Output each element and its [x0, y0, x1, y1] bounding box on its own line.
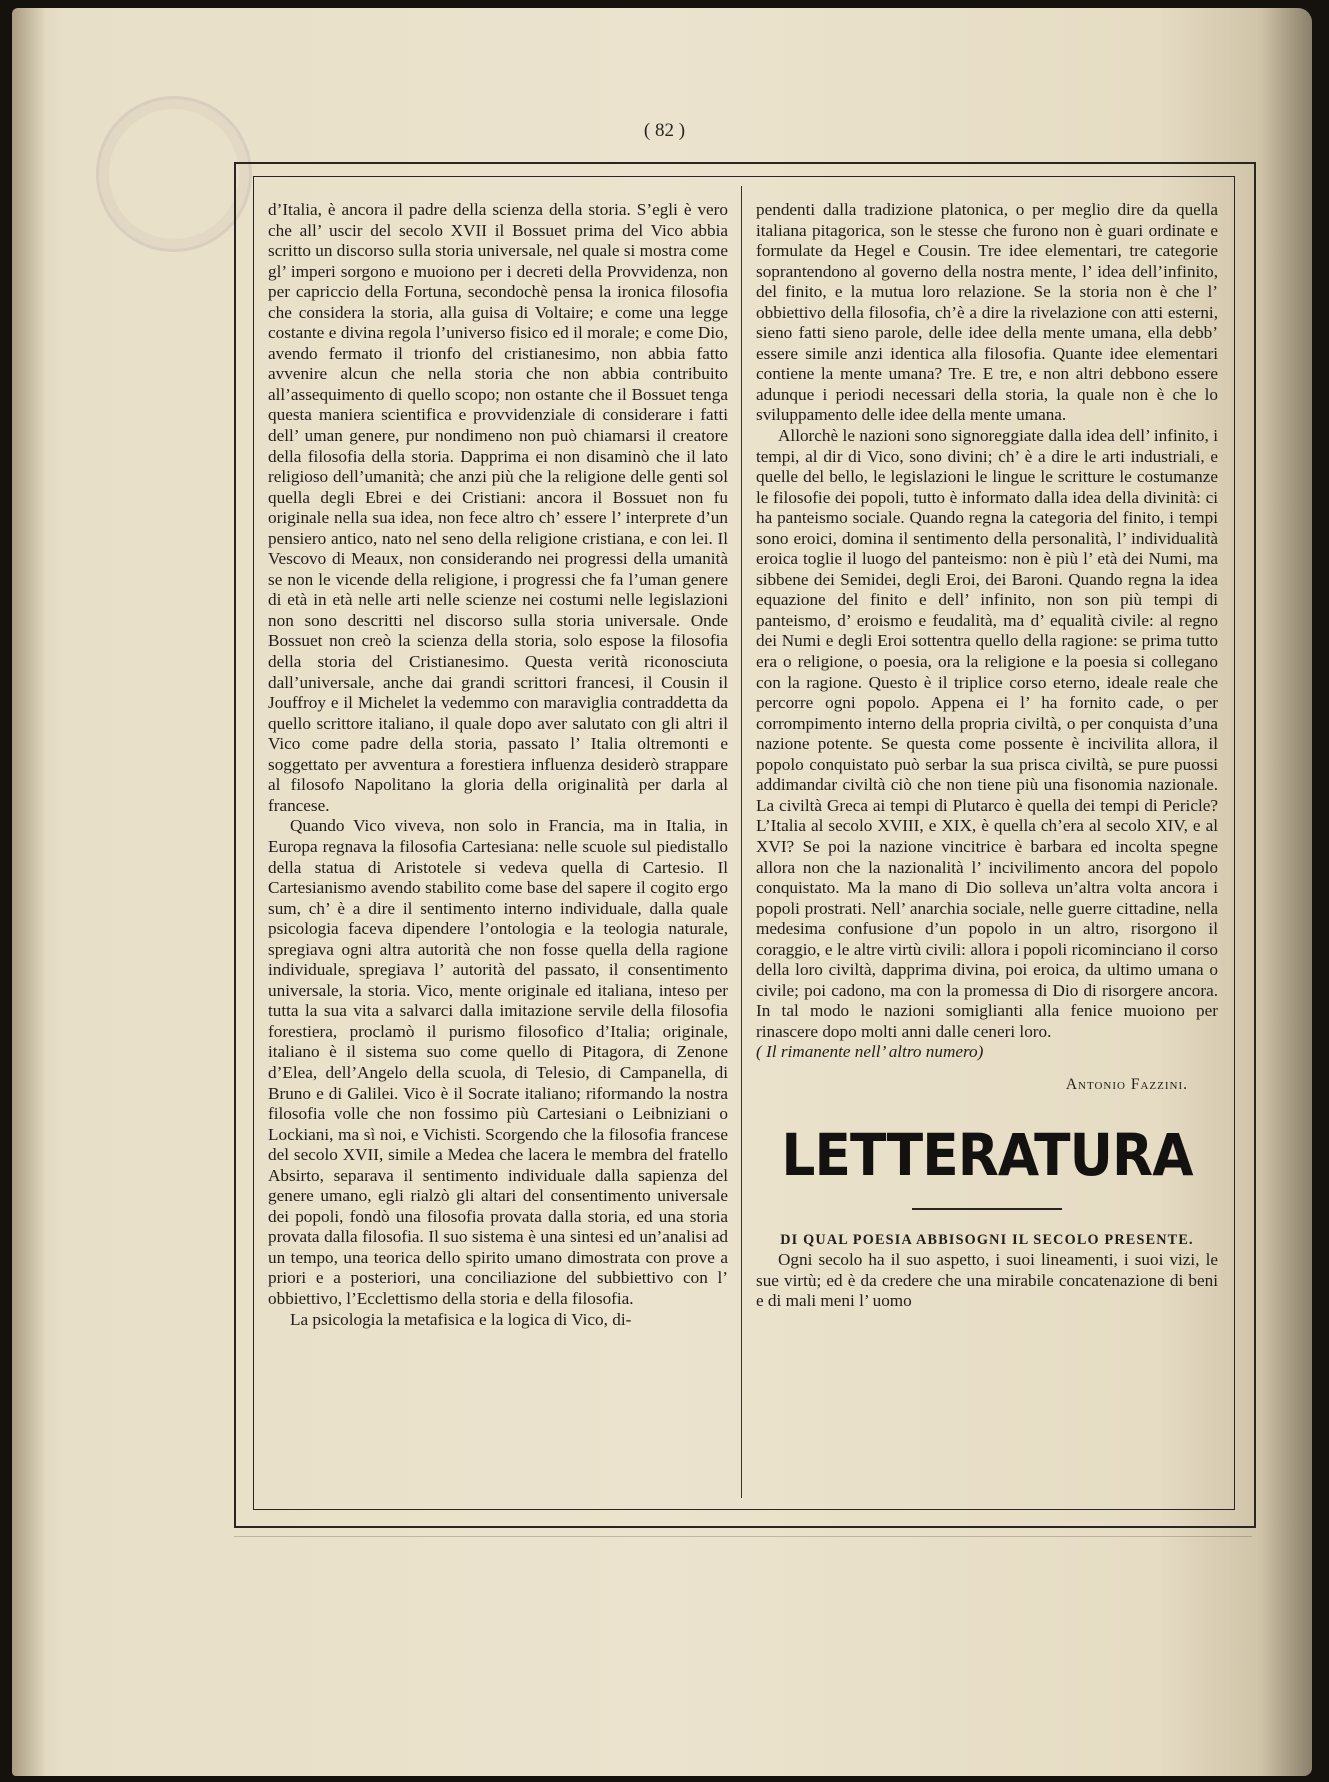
page-fold-shadow [12, 8, 46, 1776]
article-paragraph: pendenti dalla tradizione platonica, o per meglio dire da quella italiana pitagorica, son le stesse che furono non è guari ordinate e formulate da Hegel e Cousin. Tre idee elementari, tre categorie soprantendono al governo della nostra mente, l’ idea dell’infinito, del finito, e la mutua loro relazione. Se la storia non è che l’ obbiettivo della filosofia, ch’è a dire la rivelazione con atti esterni, sieno fatti sieno parole, delle idee della mente umana, ella debb’ essere simile anzi identica alla filosofia. Quante idee elementari contiene la mente umana? Tre. E tre, e non altri debbono essere adunque i periodi necessari della storia, la quale non è che lo sviluppamento delle idee della mente umana. [756, 200, 1218, 425]
section-opening-paragraph: Ogni secolo ha il suo aspetto, i suoi lineamenti, i suoi vizi, le sue virtù; ed è da credere che una mirabile concatenazione di beni e di mali meni l’ uomo [756, 1250, 1218, 1311]
show-through-strip [234, 1536, 1252, 1551]
continued-note: ( Il rimanente nell’ altro numero) [756, 1042, 984, 1062]
left-column [268, 200, 728, 1330]
article-paragraph: d’Italia, è ancora il padre della scienza della storia. S’egli è vero che all’ uscir del secolo XVII il Bossuet prima del Vico abbia scritto un discorso sulla storia universale, nel quale si mostra come gl’ imperi sorgono e muoiono per i decreti della Provvidenza, non per capriccio della Fortuna, secondochè pensa la ironica filosofia che considera la storia, alla guisa di Voltaire; e come una legge costante e divina regola l’universo fisico ed il morale; e come Dio, avendo fermato il trionfo del cristianesimo, non abbia fatto avvenire alcun che nella storia che non abbia contribuito all’assequimento di quello scopo; non ostante che il Bossuet tenga questa maniera scientifica e provvidenziale di considerare i fatti dell’ uman genere, pur nondimeno non può chiamarsi il creatore della filosofia della storia. Dapprima ei non disaminò che il lato religioso dell’umanità; che anzi più che la religione delle genti sol quella degli Ebrei e dei Cristiani: ancora il Bossuet non fu originale nella sua idea, non fece altro ch’ essere l’ interprete d’un pensiero antico, nato nel seno della religione cristiana, e con lei. Il Vescovo di Meaux, non considerando nei progressi della umanità se non le vicende della religione, i progressi che fa l’uman genere di età in età nelle arti nelle scienze nei costumi nelle legislazioni non sono descritti nel discorso sulla storia universale. Onde Bossuet non creò la scienza della storia, solo espose la filosofia della storia del Cristianesimo. Questa verità riconosciuta dall’universale, anche dai grandi scrittori francesi, il Cousin il Jouffroy e il Michelet la vedemmo con maraviglia contraddetta da quello scrittore italiano, il quale dopo aver salutato con gli altri il Vico come padre della storia, passato l’ Italia oltremonti e soggettato per avventura a forestiera influenza desiderò strappare al filosofo Napolitano la gloria della originalità per darla al francese. [268, 200, 728, 815]
right-column [756, 200, 1218, 1312]
article-paragraph: Allorchè le nazioni sono signoreggiate dalla idea dell’ infinito, i tempi, al dir di Vico, sono divini; ch’ è a dire le arti industriali, e quelle del bello, le legislazioni le lingue le scritture le costumanze le filosofie dei popoli, tutto è informato dalla idea della divinità: ci ha panteismo sociale. Quando regna la categoria del finito, i tempi sono eroici, domina il sentimento della personalità, l’ individualità eroica toglie il luogo del panteismo: non è più l’ età dei Numi, ma sibbene dei Semidei, degli Eroi, dei Baroni. Quando regna la idea equazione del finito e dell’ infinito, non son più tempi di panteismo, d’ eroismo e feudalità, ma d’ equalità civile: al regno dei Numi e degli Eroi sottentra quello della ragione: se prima tutto era o religione, o poesia, ora la religione e la poesia si collegano con la ragione. Questo è il triplice corso eterno, ideale reale che percorre ogni popolo. Appena ei l’ ha fornito cade, o per corrompimento interno della propria civiltà, o per conquista d’una nazione potente. Se questa come possente è incivilita allora, il popolo conquistato può serbar la sua prisca civiltà, se pure puossi addimandar civiltà ciò che non tiene più una fisonomia nazionale. La civiltà Greca ai tempi di Plutarco è quella dei tempi di Pericle? L’Italia al secolo XVIII, e XIX, è quella ch’era al secolo XIV, e al XVI? Se poi la nazione vincitrice è barbara ed incolta spegne allora non che la nazionalità l’ incivilimento ancora del popolo conquistato. Ma la mano di Dio solleva un’altra volta ancora i popoli prostrati. Nell’ anarchia sociale, nelle guerre cittadine, nella medesima confusione d’un popolo in un altro, risorgono il coraggio, e le altre virtù civili: allora i popoli ricominciano il corso della loro civiltà, dapprima divina, poi eroica, da ultimo umana o civile; poi cadono, ma con la promessa di Dio di risorgere ancora. In tal modo le nazioni somiglianti alla fenice muoiono per rinascere dopo molti anni dalle ceneri loro. [756, 426, 1218, 1041]
section-subtitle: DI QUAL POESIA ABBISOGNI IL SECOLO PRESENTE. [780, 1231, 1194, 1248]
column-divider [741, 186, 742, 1498]
article-paragraph: Quando Vico viveva, non solo in Francia, ma in Italia, in Europa regnava la filosofia Cartesiana: nelle scuole sul piedistallo della statua di Aristotele si vedeva quella di Cartesio. Il Cartesianismo avendo stabilito come base del sapere il cogito ergo sum, ch’ è a dire il sentimento interno individuale, dalla quale psicologia faceva dipendere l’ontologia e la teologia naturale, spregiava ogni altra autorità che non fosse quella della ragione individuale, spregiava l’ autorità del passato, il consentimento universale, la storia. Vico, mente originale ed italiana, inteso per tutta la sua vita a salvarci dalla imitazione servile della filosofia forestiera, proclamò il purismo filosofico d’Italia; originale, italiano è il sistema suo come quello di Pitagora, di Zenone d’Elea, dell’Angelo della scuola, di Telesio, di Campanella, di Bruno e di Galilei. Vico è il Socrate italiano; riformando la nostra filosofia volle che non fossimo più Cartesiani o Leibniziani o Lockiani, ma sì noi, e Vichisti. Scorgendo che la filosofia francese del secolo XVII, simile a Medea che lacera le membra del fratello Absirto, separava il sentimento individuale dalla sapienza del genere umano, egli rialzò gli altari del consentimento universale dei popoli, fondò una filosofia provata dalla storia, ed una storia provata dalla filosofia. Il suo sistema è una sintesi ed un’analisi ad un tempo, una teorica dello spirito umano dimostrata con prove a priori e a posteriori, una conciliazione del subbiettivo con l’ obbiettivo, l’Ecclettismo della storia e della filosofia. [268, 816, 728, 1308]
page-number: ( 82 ) [643, 120, 686, 141]
article-paragraph: La psicologia la metafisica e la logica di Vico, di- [290, 1309, 632, 1329]
section-title: LETTERATURA [781, 1120, 1193, 1189]
title-rule [912, 1208, 1062, 1210]
author-signature: Antonio Fazzini. [1065, 1075, 1188, 1093]
